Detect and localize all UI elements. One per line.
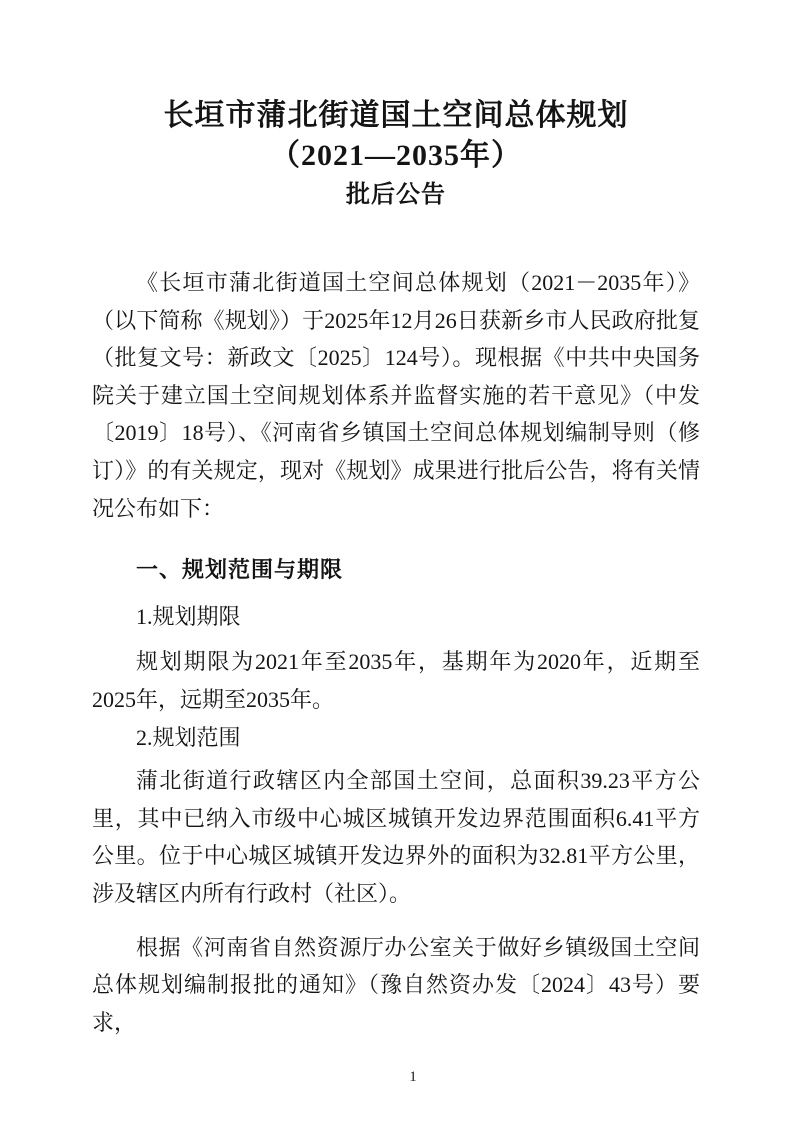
page-footer: [92, 1067, 700, 1087]
notice-reference-paragraph: 根据《河南省自然资源厅办公室关于做好乡镇级国土空间总体规划编制报批的通知》（豫自然资办发〔2024〕43号）要求，: [92, 934, 700, 1035]
section-1-heading: 一、规划范围与期限: [136, 557, 344, 583]
intro-paragraph: 《长垣市蒲北街道国土空间总体规划（2021－2035年）》（以下简称《规划》）于2025年12月26日获新乡市人民政府批复（批复文号：新政文〔2025〕124号）。现根据《中共中央国务院关于建立国土空间规划体系并监督实施的若干意见》（中发〔2019〕18号）、《河南省乡镇国土空间总体规划编制导则（修订）》的有关规定，现对《规划》成果进行批后公告，将有关情况公布如下：: [92, 270, 700, 521]
subsection-1-2-heading: 2.规划范围: [136, 724, 241, 750]
document-subtitle: 批后公告: [346, 182, 446, 208]
document-title-line-1: 长垣市蒲北街道国土空间总体规划: [163, 99, 629, 132]
planning-period-paragraph: 规划期限为2021年至2035年，基期年为2020年，近期至2025年，远期至2035年。: [92, 649, 700, 712]
page-number: 1: [409, 1069, 417, 1086]
document-title-line-2: （2021—2035年）: [270, 139, 522, 172]
document-body: [92, 264, 700, 1041]
subsection-1-1-heading: 1.规划期限: [136, 603, 241, 629]
planning-scope-paragraph: 蒲北街道行政辖区内全部国土空间，总面积39.23平方公里，其中已纳入市级中心城区城镇开发边界范围面积6.41平方公里。位于中心城区城镇开发边界外的面积为32.81平方公里，涉及辖区内所有行政村（社区）。: [92, 768, 700, 906]
document-header: [92, 96, 700, 214]
